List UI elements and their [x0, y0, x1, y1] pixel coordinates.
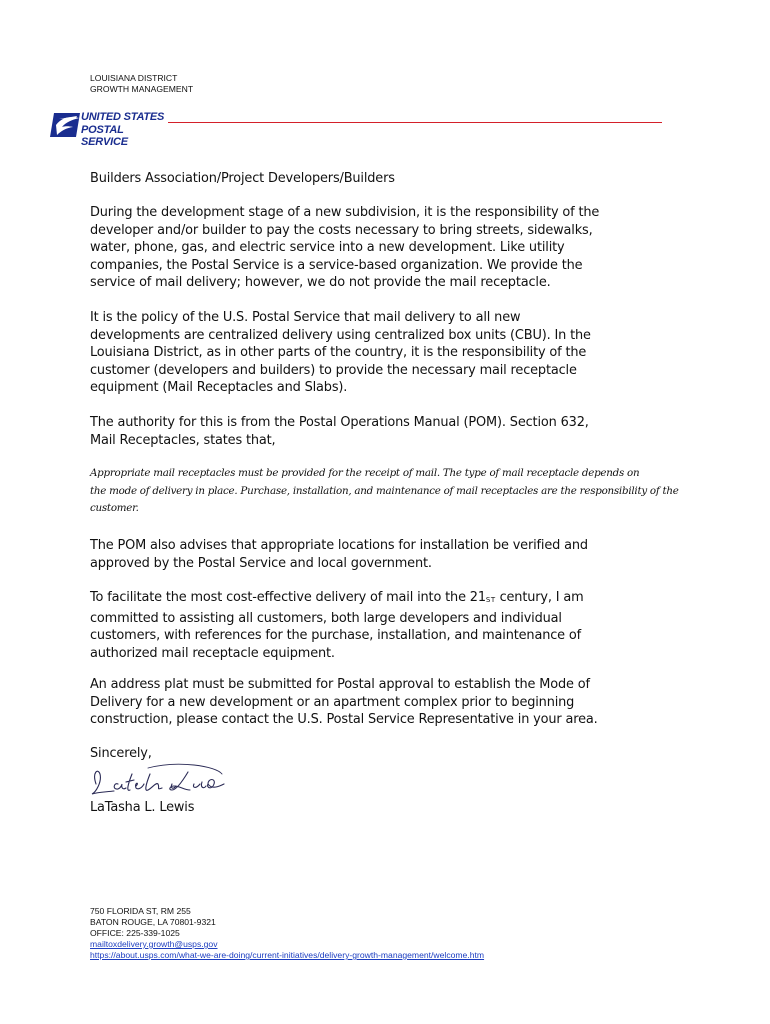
paragraph-2-line: developments are centralized delivery using centralized box units (CBU). In the [90, 327, 591, 343]
header-red-rule [168, 122, 662, 123]
footer-address-1: 750 FLORIDA ST, RM 255 [90, 906, 191, 916]
paragraph-5-text-post: century, I am [495, 590, 584, 605]
paragraph-5-text-pre: To facilitate the most cost-effective delivery of mail into the 21 [90, 590, 486, 605]
paragraph-5 [90, 589, 690, 662]
paragraph-1-line: During the development stage of a new subdivision, it is the responsibility of the [90, 205, 600, 220]
logo-line-1: UNITED STATES [81, 111, 165, 123]
paragraph-1-line: service of mail delivery; however, we do not provide the mail receptacle. [90, 275, 551, 291]
paragraph-5-line: customers, with references for the purchase, installation, and maintenance of [90, 628, 582, 644]
logo-line-2: POSTAL SERVICE [81, 123, 128, 148]
signer-name: LaTasha L. Lewis [90, 800, 195, 815]
closing [90, 745, 690, 763]
paragraph-1-line: developer and/or builder to pay the costs necessary to bring streets, sidewalks, [90, 222, 593, 238]
salutation-text: Builders Association/Project Developers/Builders [90, 171, 395, 186]
paragraph-4-line: approved by the Postal Service and local government. [90, 555, 432, 571]
handwritten-signature [88, 762, 228, 800]
department-header [90, 73, 193, 95]
paragraph-2-line: customer (developers and builders) to provide the necessary mail receptacle [90, 362, 577, 378]
paragraph-6 [90, 676, 690, 729]
footer-contact [90, 906, 484, 961]
paragraph-5-line: committed to assisting all customers, both large developers and individual [90, 610, 562, 626]
paragraph-3 [90, 414, 690, 449]
paragraph-2-line: equipment (Mail Receptacles and Slabs). [90, 380, 348, 396]
footer-office-phone: OFFICE: 225-339-1025 [90, 928, 180, 938]
signer [90, 799, 690, 817]
paragraph-3-line: Mail Receptacles, states that, [90, 432, 276, 448]
paragraph-2 [90, 309, 690, 397]
usps-eagle-icon [50, 111, 82, 139]
paragraph-6-line: An address plat must be submitted for Postal approval to establish the Mode of [90, 677, 590, 692]
footer-email-link[interactable]: mailtoxdelivery.growth@usps.gov [90, 939, 218, 949]
quote-line: customer. [90, 502, 139, 515]
footer-address-2: BATON ROUGE, LA 70801-9321 [90, 917, 216, 927]
paragraph-5-line: authorized mail receptacle equipment. [90, 645, 335, 661]
paragraph-2-line: It is the policy of the U.S. Postal Service that mail delivery to all new [90, 310, 521, 325]
paragraph-2-line: Louisiana District, as in other parts of the country, it is the responsibility of the [90, 345, 587, 361]
department-line-1: LOUISIANA DISTRICT [90, 73, 178, 83]
salutation [90, 170, 690, 188]
paragraph-1-line: companies, the Postal Service is a service-based organization. We provide the [90, 257, 583, 273]
paragraph-1-line: water, phone, gas, and electric service into a new development. Like utility [90, 240, 565, 256]
paragraph-3-line: The authority for this is from the Postal Operations Manual (POM). Section 632, [90, 415, 589, 430]
footer-website-link[interactable]: https://about.usps.com/what-we-are-doing/current-initiatives/delivery-growth-management/welcome.htm [90, 950, 485, 960]
paragraph-5-line-1 [90, 589, 690, 610]
quote-line: the mode of delivery in place. Purchase, installation, and maintenance of mail receptacles are the responsibility of the [90, 484, 679, 497]
pom-quote [90, 465, 690, 518]
paragraph-6-line: Delivery for a new development or an apartment complex prior to beginning [90, 694, 575, 710]
paragraph-6-line: construction, please contact the U.S. Postal Service Representative in your area. [90, 712, 598, 728]
century-superscript: ST [485, 596, 496, 604]
paragraph-4-line: The POM also advises that appropriate locations for installation be verified and [90, 538, 588, 553]
paragraph-4 [90, 537, 690, 572]
usps-logo [50, 111, 170, 148]
department-line-2: GROWTH MANAGEMENT [90, 84, 194, 94]
closing-text: Sincerely, [90, 746, 152, 761]
quote-line: Appropriate mail receptacles must be provided for the receipt of mail. The type of mail receptacle depends on [90, 467, 640, 479]
paragraph-1 [90, 204, 690, 292]
